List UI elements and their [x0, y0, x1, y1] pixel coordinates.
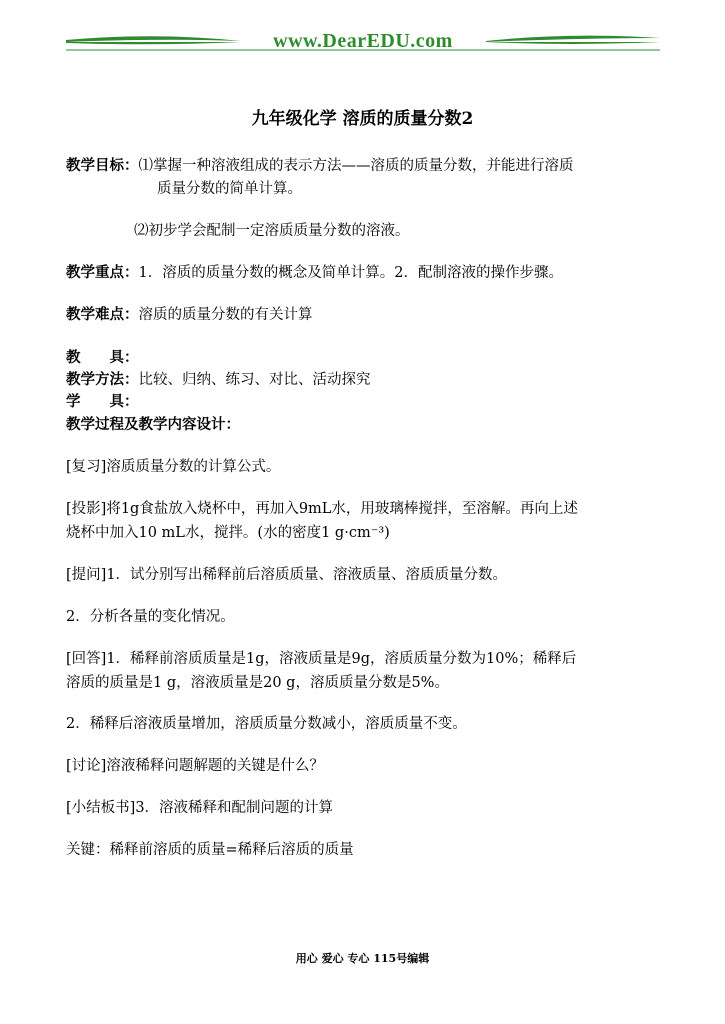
review-paragraph: [复习]溶质质量分数的计算公式。	[66, 459, 281, 475]
difficulty-label: 教学难点：	[66, 306, 139, 323]
question-1: [提问]1．试分别写出稀释前后溶质质量、溶液质量、溶质质量分数。	[66, 567, 508, 583]
page-footer: 用心 爱心 专心 115号编辑	[295, 952, 430, 965]
student-aids-label: 学 具：	[66, 393, 139, 410]
objective-2-text: ⑵初步学会配制一定溶质质量分数的溶液。	[134, 223, 410, 239]
objectives-line1	[66, 156, 574, 176]
objectives-label: 教学目标：	[66, 157, 139, 174]
difficulty	[66, 305, 313, 325]
site-url[interactable]: www.DearEDU.com	[273, 30, 453, 52]
teaching-aids-label: 教 具：	[66, 349, 139, 366]
question-2: 2．分析各量的变化情况。	[66, 609, 235, 625]
discussion: [讨论]溶液稀释问题解题的关键是什么？	[66, 758, 324, 774]
student-aids	[66, 392, 139, 412]
difficulty-text: 溶质的质量分数的有关计算	[138, 307, 313, 323]
answer-2: 2．稀释后溶液质量增加，溶质质量分数减小，溶质质量不变。	[66, 716, 467, 732]
site-header	[66, 28, 660, 56]
objective-1-text: ⑴掌握一种溶液组成的表示方法——溶质的质量分数，并能进行溶质	[138, 158, 574, 174]
process-heading: 教学过程及教学内容设计：	[66, 416, 240, 433]
page-title: 九年级化学 溶质的质量分数2	[251, 109, 474, 129]
key-relation: 关键：稀释前溶质的质量=稀释后溶质的质量	[66, 842, 354, 858]
key-points-label: 教学重点：	[66, 264, 139, 281]
answer-1-line1: [回答]1．稀释前溶质质量是1g，溶液质量是9g，溶质质量分数为10%；稀释后	[66, 651, 577, 667]
projection-line1: [投影]将1g食盐放入烧杯中，再加入9mL水，用玻璃棒搅拌，至溶解。再向上述	[66, 501, 578, 517]
projection-line2: 烧杯中加入10 mL水，搅拌。(水的密度1 g·cm⁻³)	[66, 525, 390, 541]
methods-text: 比较、归纳、练习、对比、活动探究	[138, 372, 371, 388]
methods-label: 教学方法：	[66, 371, 139, 388]
summary: [小结板书]3．溶液稀释和配制问题的计算	[66, 800, 334, 816]
answer-1-line2: 溶质的质量是1 g，溶液质量是20 g，溶质质量分数是5%。	[66, 675, 449, 691]
teaching-aids	[66, 348, 139, 368]
objective-1-continuation: 质量分数的简单计算。	[157, 181, 302, 197]
key-points-text: 1．溶质的质量分数的概念及简单计算。2．配制溶液的操作步骤。	[138, 265, 563, 281]
key-points	[66, 263, 563, 283]
methods	[66, 370, 371, 390]
